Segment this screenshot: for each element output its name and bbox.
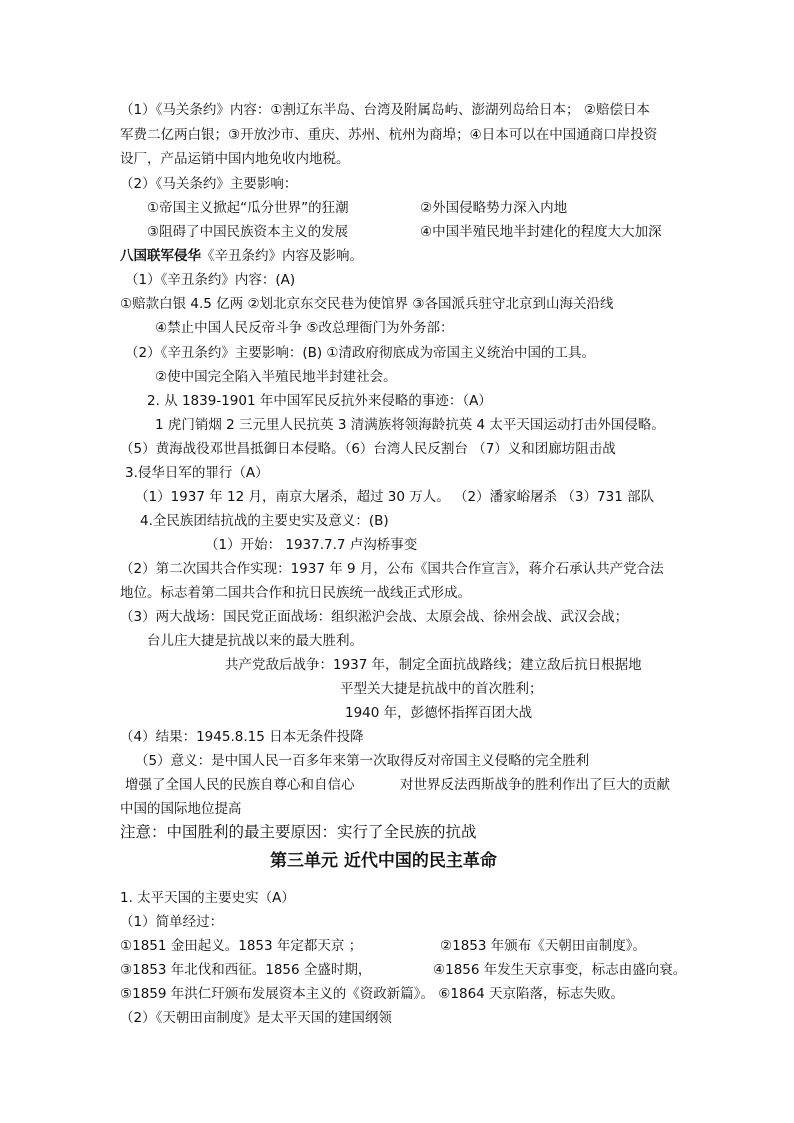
boxer-protocol-impact-line2: ②使中国完全陷入半殖民地半封建社会。 bbox=[155, 369, 397, 385]
treaty-shimonoseki-content-line1: （1）《马关条约》内容：①割辽东半岛、台湾及附属岛屿、澎湖列岛给日本； ②赔偿日本 bbox=[120, 102, 650, 118]
resistance-list-line1: 1 虎门销烟 2 三元里人民抗英 3 清满族将领海龄抗英 4 太平天国运动打击外国侵略。 bbox=[155, 417, 665, 433]
war-significance-line3: 中国的国际地位提高 bbox=[120, 801, 242, 817]
taiping-event-4: ④1856 年发生天京事变，标志由盛向衰。 bbox=[433, 962, 687, 978]
two-battlefields-line1: （3）两大战场：国民党正面战场：组织淞沪会战、太原会战、徐州会战、武汉会战； bbox=[120, 609, 629, 625]
taiping-event-3: ③1853 年北伐和西征。1856 全盛时期， bbox=[120, 962, 372, 978]
taiping-event-5-6: ⑤1859 年洪仁玕颁布发展资本主义的《资政新篇》。 ⑥1864 天京陷落，标志失败。 bbox=[120, 986, 625, 1002]
note-line: 注意：中国胜利的最主要原因：实行了全民族的抗战 bbox=[120, 823, 477, 841]
unit-three-title: 第三单元 近代中国的民主革命 bbox=[270, 851, 497, 871]
two-battlefields-line2: 台儿庄大捷是抗战以来的最大胜利。 bbox=[147, 633, 363, 649]
heading-bold-part: 八国联军侵华 bbox=[120, 248, 201, 264]
kmt-cpc-cooperation-line2: 地位。标志着第二国共合作和抗日民族统一战线正式形成。 bbox=[120, 585, 471, 601]
japanese-crimes-list: （1）1937 年 12 月，南京大屠杀，超过 30 万人。 （2）潘家峪屠杀 （3）731 部队 bbox=[135, 489, 655, 505]
war-significance-item-a: 增强了全国人民的民族自尊心和自信心 bbox=[125, 777, 355, 793]
impact-item-4: ④中国半殖民地半封建化的程度大大加深 bbox=[420, 224, 662, 240]
united-resistance-heading: 4.全民族团结抗战的主要史实及意义：(B) bbox=[140, 513, 389, 529]
treaty-shimonoseki-content-line3: 设厂，产品运销中国内地免收内地税。 bbox=[120, 151, 350, 167]
taiping-event-1: ①1851 金田起义。1853 年定都天京 ； bbox=[120, 938, 363, 954]
war-result: （4）结果：1945.8.15 日本无条件投降 bbox=[120, 729, 364, 745]
boxer-protocol-content-line2: ④禁止中国人民反帝斗争 ⑤改总理衙门为外务部： bbox=[155, 320, 454, 336]
boxer-protocol-impact-line1: （2）《辛丑条约》主要影响：(B) ①清政府彻底成为帝国主义统治中国的工具。 bbox=[125, 345, 596, 361]
taiping-heading: 1. 太平天国的主要史实（A） bbox=[120, 890, 295, 906]
boxer-protocol-content-heading: （1）《辛丑条约》内容：(A) bbox=[125, 272, 296, 288]
war-significance-line1: （5）意义：是中国人民一百多年来第一次取得反对帝国主义侵略的完全胜利 bbox=[135, 753, 590, 769]
impact-item-2: ②外国侵略势力深入内地 bbox=[420, 200, 568, 216]
two-battlefields-line5: 1940 年，彭德怀指挥百团大战 bbox=[345, 705, 533, 721]
taiping-land-system: （2）《天朝田亩制度》是太平天国的建国纲领 bbox=[120, 1010, 392, 1026]
war-significance-item-b: 对世界反法西斯战争的胜利作出了巨大的贡献 bbox=[400, 777, 670, 793]
two-battlefields-line3: 共产党敌后战争：1937 年，制定全面抗战路线；建立敌后抗日根据地 bbox=[225, 657, 642, 673]
treaty-shimonoseki-content-line2: 军费二亿两白银；③开放沙市、重庆、苏州、杭州为商埠；④日本可以在中国通商口岸投资 bbox=[120, 127, 658, 143]
resistance-start: （1）开始： 1937.7.7 卢沟桥事变 bbox=[205, 537, 418, 553]
heading-normal-part: 《辛丑条约》内容及影响。 bbox=[201, 248, 363, 264]
two-battlefields-line4: 平型关大捷是抗战中的首次胜利； bbox=[340, 681, 543, 697]
japanese-crimes-heading: 3.侵华日军的罪行（A） bbox=[125, 465, 269, 481]
boxer-protocol-content-line1: ①赔款白银 4.5 亿两 ②划北京东交民巷为使馆界 ③各国派兵驻守北京到山海关沿线 bbox=[120, 296, 614, 312]
resistance-list-line2: （5）黄海战役邓世昌抵御日本侵略。（6）台湾人民反割台 （7）义和团廊坊阻击战 bbox=[120, 441, 616, 457]
resistance-heading: 2. 从 1839-1901 年中国军民反抗外来侵略的事迹：（A） bbox=[147, 393, 492, 409]
section-heading-eight-nation bbox=[120, 246, 363, 266]
impact-item-3: ③阻碍了中国民族资本主义的发展 bbox=[147, 224, 349, 240]
taiping-course-heading: （1）简单经过： bbox=[120, 914, 224, 930]
impact-item-1: ①帝国主义掀起“瓜分世界”的狂潮 bbox=[147, 200, 349, 216]
taiping-event-2: ②1853 年颁布《天朝田亩制度》。 bbox=[440, 938, 646, 954]
treaty-shimonoseki-impact-heading: （2）《马关条约》主要影响： bbox=[120, 176, 298, 192]
kmt-cpc-cooperation-line1: （2）第二次国共合作实现：1937 年 9 月，公布《国共合作宣言》，蒋介石承认共产党合法 bbox=[120, 561, 664, 577]
